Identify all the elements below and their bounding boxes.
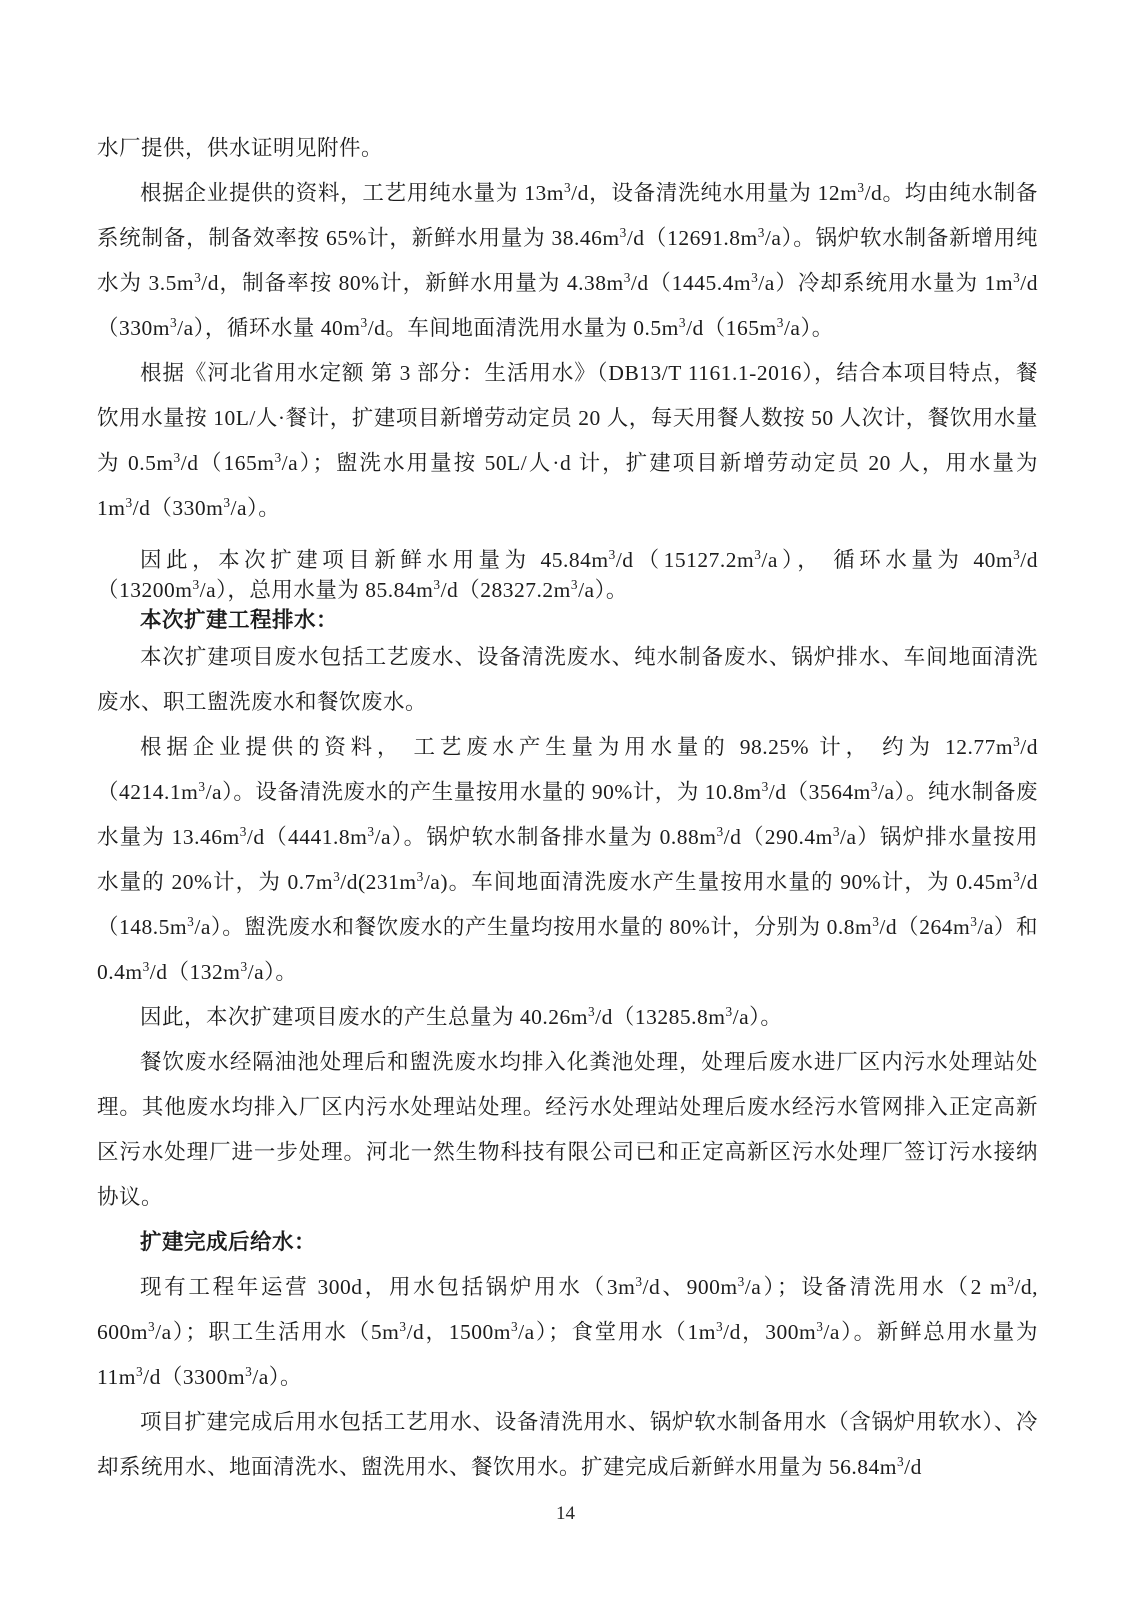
paragraph-continuation: 水厂提供，供水证明见附件。	[97, 136, 384, 160]
paragraph-fresh-water-total: 因此，本次扩建项目新鲜水用量为 $45.84m^3/d(15127.2m^3/a)$， 循环水量为 $40m^3/d(13200m^3/a)$，总用水量为 $85.84m^3/d(28327.2m^3/a)$。	[97, 546, 1038, 602]
section-heading-drainage: 本次扩建工程排水：	[140, 608, 339, 632]
document-body	[97, 126, 1038, 1490]
section-heading-water-supply-after: 扩建完成后给水：	[140, 1230, 317, 1254]
paragraph-wastewater-amounts: 根据企业提供的资料， 工艺废水产生量为用水量的 98.25% 计， 约为 $12.77m^3/d(4214.1m^3/a)$。设备清洗废水的产生量按用水量的 90%计，为 $10.8m^3/d(3564m^3/a)$。纯水制备废水量为 $13.46m^3/d(4441.8m^3/a)$。锅炉软水制备排水量为 $0.88m^3/d(290.4m^3/a)$锅炉排水量按用水量的 20%计，为 $0.7m^3/d(231m^3/a)$。车间地面清洗废水产生量按用水量的 90%计，为 $0.45m^3/d(148.5m^3/a)$。盥洗废水和餐饮废水的产生量均按用水量的 80%计，分别为 $0.8m^3/d(264m^3/a)$和 $0.4m^3/d(132m^3/a)$。	[97, 733, 1038, 984]
paragraph-existing-water-use: 现有工程年运营 300d，用水包括锅炉用水（$3m^3/d$、$900m^3/a$）；设备清洗用水（2 $m^3/d$, $600m^3/a$）；职工生活用水（$5m^3/d$，$1500m^3/a$）；食堂用水（$1m^3/d$，$300m^3/a$）。新鲜总用水量为 $11m^3/d(3300m^3/a)$。	[97, 1273, 1038, 1389]
paragraph-wastewater-total: 因此，本次扩建项目废水的产生总量为 $40.26m^3/d(13285.8m^3/a)$。	[140, 1003, 783, 1029]
paragraph-wastewater-treatment: 餐饮废水经隔油池处理后和盥洗废水均排入化粪池处理，处理后废水进厂区内污水处理站处理。其他废水均排入厂区内污水处理站处理。经污水处理站处理后废水经污水管网排入正定高新区污水处理厂进一步处理。河北一然生物科技有限公司已和正定高新区污水处理厂签订污水接纳协议。	[97, 1050, 1038, 1209]
paragraph-wastewater-types: 本次扩建项目废水包括工艺废水、设备清洗废水、纯水制备废水、锅炉排水、车间地面清洗废水、职工盥洗废水和餐饮废水。	[97, 645, 1038, 714]
paragraph-domestic-water-quota: 根据《河北省用水定额 第 3 部分：生活用水》（DB13/T 1161.1-2016），结合本项目特点，餐饮用水量按 10L/人·餐计，扩建项目新增劳动定员 20 人，每天用餐人数按 50 人次计，餐饮用水量为 $0.5m^3/d(165m^3/a)$；盥洗水用量按 50L/人·d 计，扩建项目新增劳动定员 20 人，用水量为 $1m^3/d(330m^3/a)$。	[97, 361, 1038, 520]
paragraph-after-expansion-water: 项目扩建完成后用水包括工艺用水、设备清洗用水、锅炉软水制备用水（含锅炉用软水）、冷却系统用水、地面清洗水、盥洗用水、餐饮用水。扩建完成后新鲜水用量为 $56.84m^3/d$	[97, 1410, 1038, 1479]
page-number: 14	[556, 1503, 575, 1524]
paragraph-fresh-water-process: 根据企业提供的资料，工艺用纯水量为 $13m^3/d$，设备清洗纯水用量为 $12m^3/d$。均由纯水制备系统制备，制备效率按 65%计，新鲜水用量为 $38.46m^3/d(12691.8m^3/a)$。锅炉软水制备新增用纯水为 $3.5m^3/d$，制备率按 80%计，新鲜水用量为 $4.38m^3/d(1445.4m^3/a)$冷却系统用水量为 $1m^3/d(330m^3/a)$，循环水量 $40m^3/d$。车间地面清洗用水量为 $0.5m^3/d(165m^3/a)$。	[97, 179, 1039, 340]
